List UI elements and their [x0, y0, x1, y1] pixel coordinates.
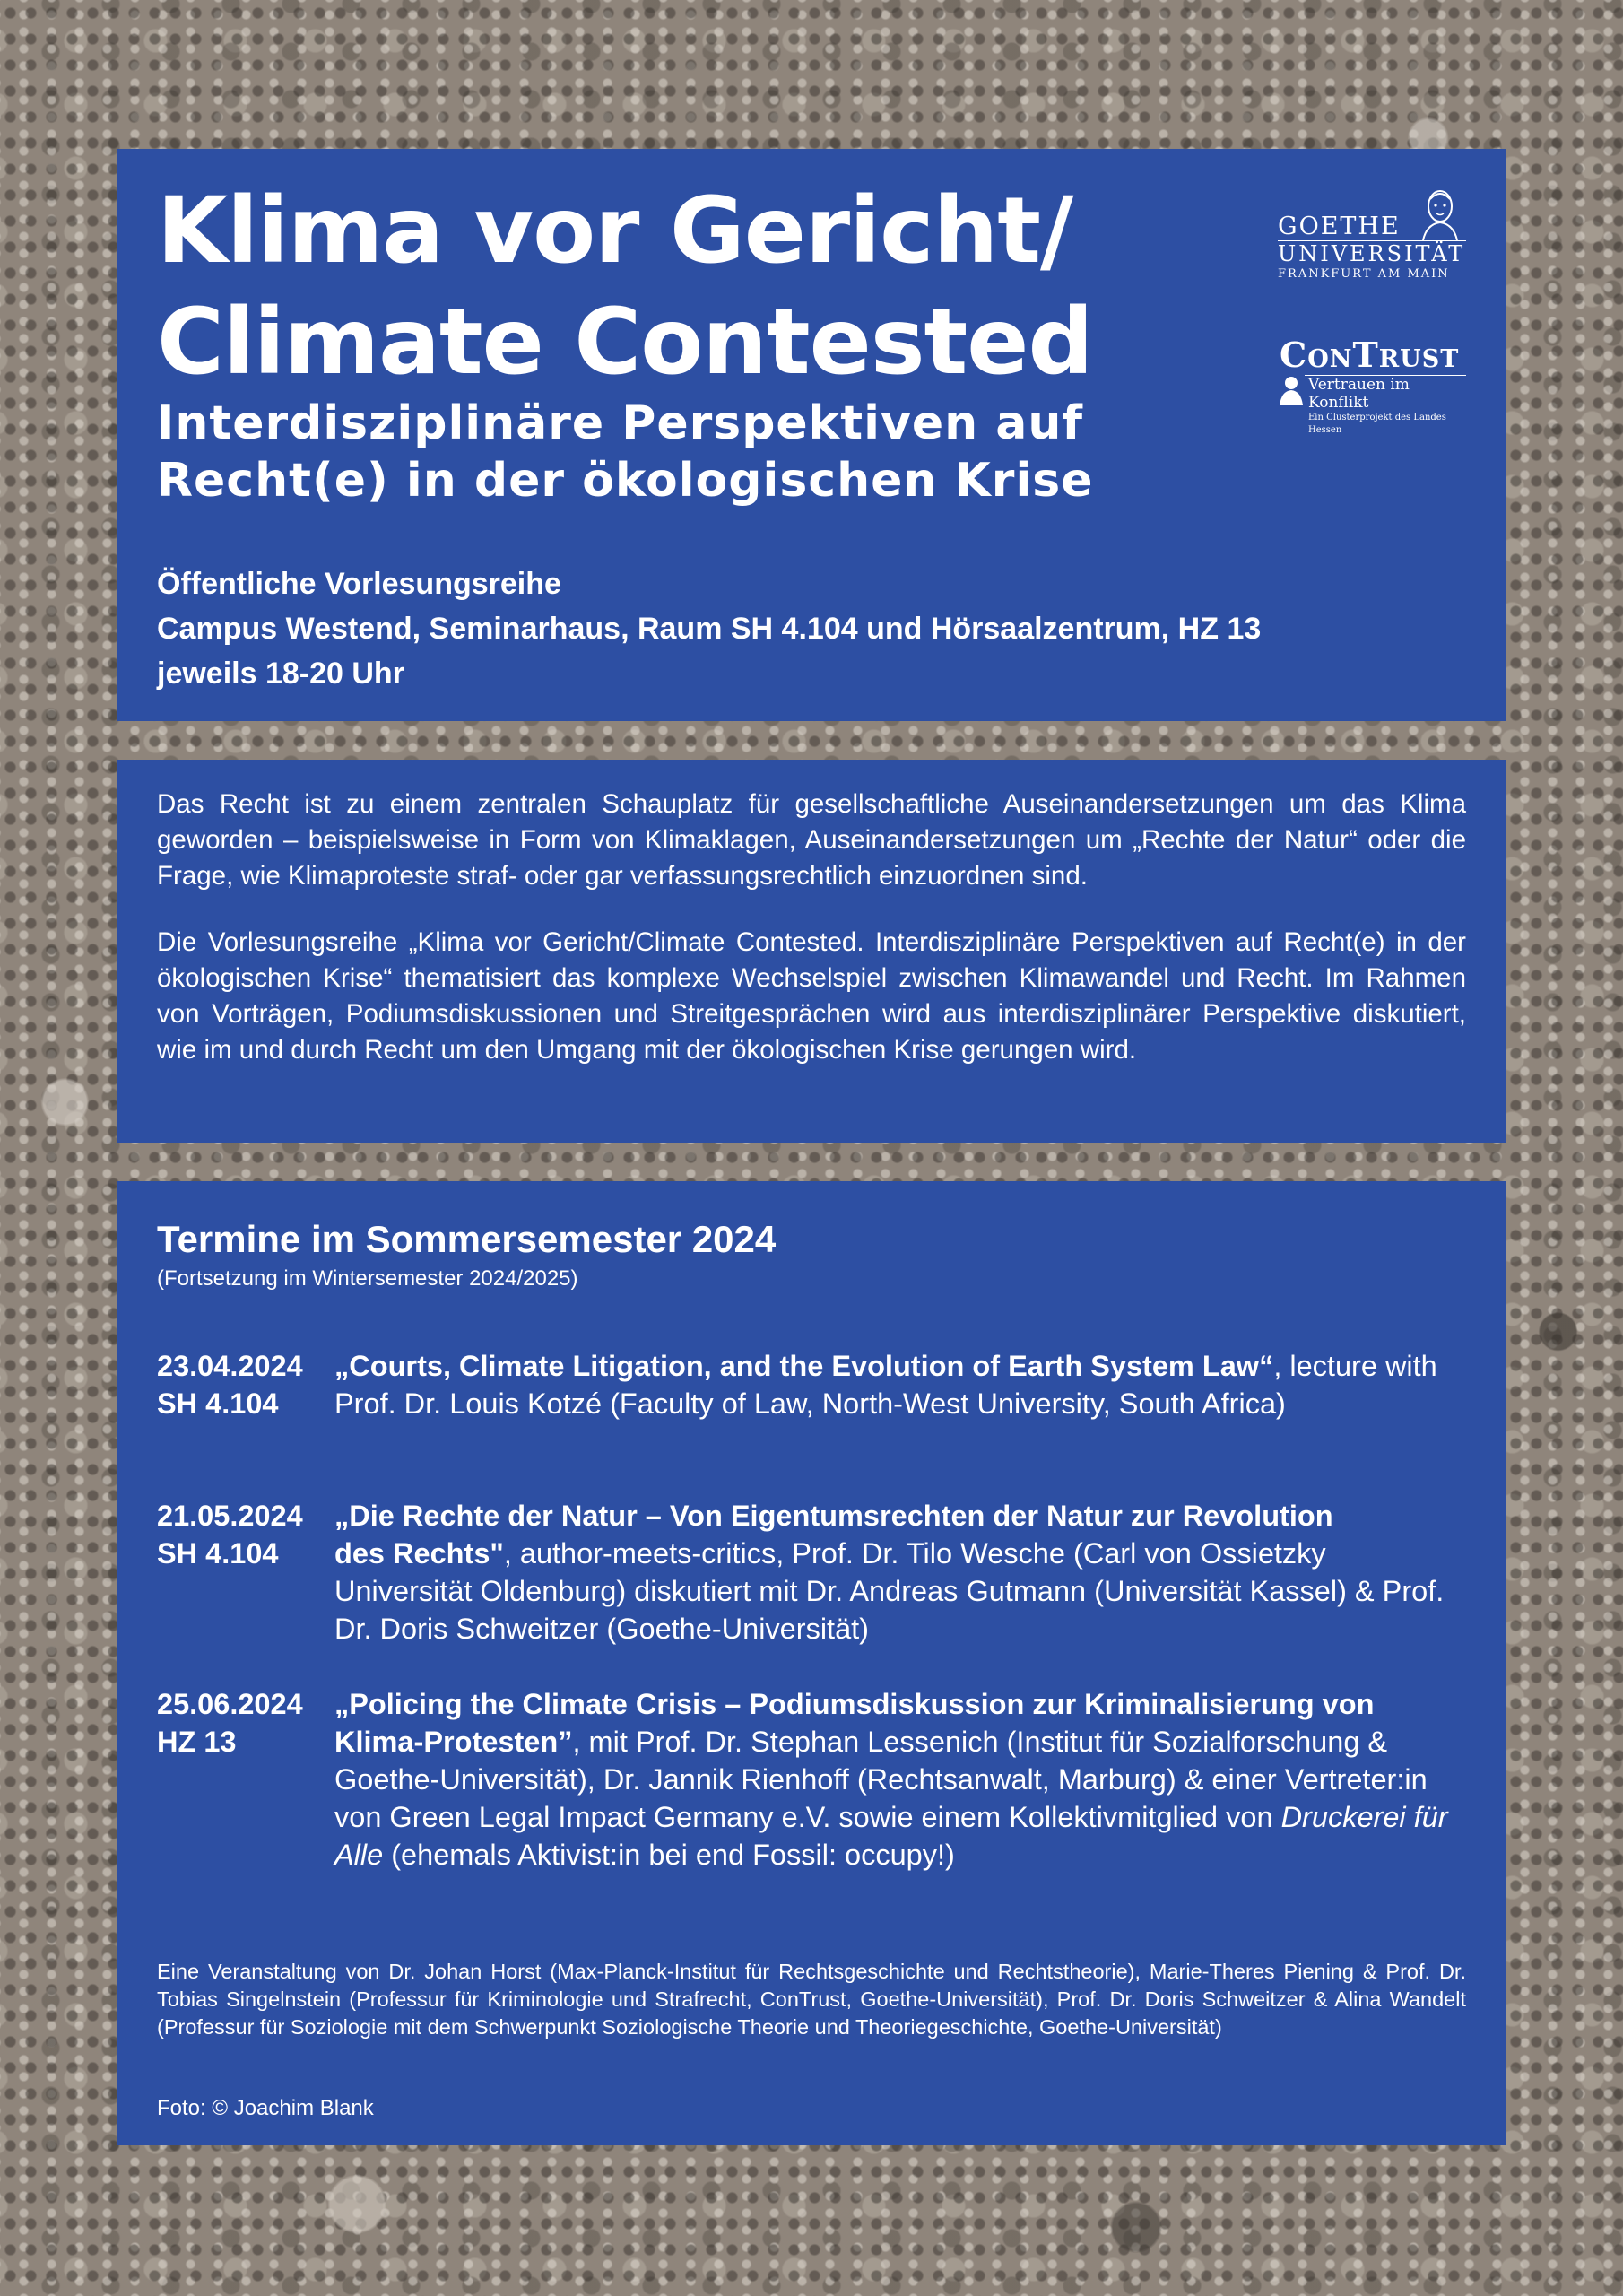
header-panel [117, 149, 1506, 721]
goethe-university-logo [1278, 187, 1466, 294]
title-line-2: Climate Contested [157, 289, 1093, 396]
event-details-italic: Druckerei für Alle [334, 1801, 1448, 1871]
contrust-small-text: Ein Clusterprojekt des Landes Hessen [1308, 413, 1446, 435]
event-details: , mit Prof. Dr. Stephan Lessenich (Institut für Sozialforschung & Goethe-Universität), Dr. Jannik Rienhoff (Rechtsanwalt, Marburg) & einer Vertreter:in von Green Legal Impact Germany e.V. sowie einem Kollektivmitglied von [334, 1726, 1428, 1833]
event-item [157, 1497, 1466, 1648]
event-details-end: (ehemals Aktivist:in bei end Fossil: occupy!) [383, 1839, 955, 1871]
event-details: , author-meets-critics, Prof. Dr. Tilo Wesche (Carl von Ossietzky Universität Oldenburg) diskutiert mit Dr. Andreas Gutmann (Universität Kassel) & Prof. Dr. Doris Schweitzer (Goethe-Universität) [334, 1537, 1445, 1645]
event-date: 25.06.2024 [157, 1688, 303, 1720]
event-room: SH 4.104 [157, 1387, 279, 1420]
schedule-panel [117, 1181, 1506, 2145]
goethe-logo-line-3: FRANKFURT AM MAIN [1278, 267, 1450, 281]
photo-credit: Foto: © Joachim Blank [157, 2096, 374, 2120]
event-date: 21.05.2024 [157, 1500, 303, 1532]
event-title-line-1: „Die Rechte der Natur – Von Eigentumsrechten der Natur zur Revolution [334, 1500, 1333, 1532]
subtitle-line-2: Recht(e) in der ökologischen Krise [157, 454, 1094, 508]
event-date: 23.04.2024 [157, 1350, 303, 1382]
contrust-logo [1278, 337, 1466, 437]
contrust-tagline: Vertrauen im Konflikt [1305, 375, 1466, 412]
poster-title [157, 176, 1093, 398]
event-item [157, 1347, 1466, 1422]
location-text: Campus Westend, Seminarhaus, Raum SH 4.104 und Hörsaalzentrum, HZ 13 [157, 612, 1262, 646]
event-description [334, 1497, 1466, 1648]
intro-panel [117, 760, 1506, 1143]
series-label: Öffentliche Vorlesungsreihe [157, 567, 561, 601]
event-meta [157, 1347, 334, 1422]
intro-paragraph-2: Die Vorlesungsreihe „Klima vor Gericht/Climate Contested. Interdisziplinäre Perspektiven auf Recht(e) in der ökologischen Krise“ thematisiert das komplexe Wechselspiel zwischen Klimawandel und Recht. Im Rahmen von Vorträgen, Podiumsdiskussionen und Streitgesprächen wird aus interdisziplinärer Perspektive diskutiert, wie im und durch Recht um den Umgang mit der ökologischen Krise gerungen wird. [157, 927, 1466, 1065]
intro-paragraph-1: Das Recht ist zu einem zentralen Schauplatz für gesellschaftliche Auseinandersetzungen um das Klima geworden – beispielsweise in Form von Klimaklagen, Auseinandersetzungen um „Rechte der Natur“ oder die Frage, wie Klimaproteste straf- oder gar verfassungsrechtlich einzuordnen sind. [157, 789, 1466, 891]
goethe-logo-line-2: UNIVERSITÄT [1278, 241, 1466, 266]
event-info [157, 561, 1261, 696]
time-text: jeweils 18-20 Uhr [157, 657, 404, 691]
event-title-line-1: „Policing the Climate Crisis – Podiumsdiskussion zur Kriminalisierung von [334, 1688, 1375, 1720]
event-details: , lecture with Prof. Dr. Louis Kotzé (Faculty of Law, North-West University, South Africa) [334, 1350, 1437, 1420]
event-description [334, 1347, 1466, 1422]
poster-subtitle [157, 395, 1094, 509]
event-meta [157, 1497, 334, 1648]
event-title: „Courts, Climate Litigation, and the Evolution of Earth System Law“ [334, 1350, 1274, 1382]
event-meta [157, 1685, 334, 1874]
schedule-title: Termine im Sommersemester 2024 [157, 1218, 777, 1260]
goethe-logo-line-1: GOETHE [1278, 213, 1401, 240]
event-description [334, 1685, 1466, 1874]
event-title-line-2: des Rechts" [334, 1537, 504, 1570]
contrust-name: ConTrust [1280, 335, 1460, 375]
event-room: SH 4.104 [157, 1537, 279, 1570]
logos [1278, 187, 1466, 437]
subtitle-line-1: Interdisziplinäre Perspektiven auf [157, 396, 1083, 450]
event-title-line-2: Klima-Protesten” [334, 1726, 573, 1758]
organizers-text: Eine Veranstaltung von Dr. Johan Horst (Max-Planck-Institut für Rechtsgeschichte und Rechtstheorie), Marie-Theres Piening & Prof. Dr. Tobias Singelnstein (Professur für Kriminologie und Strafrecht, ConTrust, Goethe-Universität), Prof. Dr. Doris Schweitzer & Alina Wandelt (Professur für Soziologie mit dem Schwerpunkt Soziologische Theorie und Theoriegeschichte, Goethe-Universität) [157, 1960, 1466, 2039]
event-room: HZ 13 [157, 1726, 237, 1758]
contrust-figure-icon [1278, 375, 1305, 405]
event-item [157, 1685, 1466, 1874]
schedule-subtitle: (Fortsetzung im Wintersemester 2024/2025) [157, 1266, 578, 1291]
title-line-1: Klima vor Gericht/ [157, 178, 1073, 284]
